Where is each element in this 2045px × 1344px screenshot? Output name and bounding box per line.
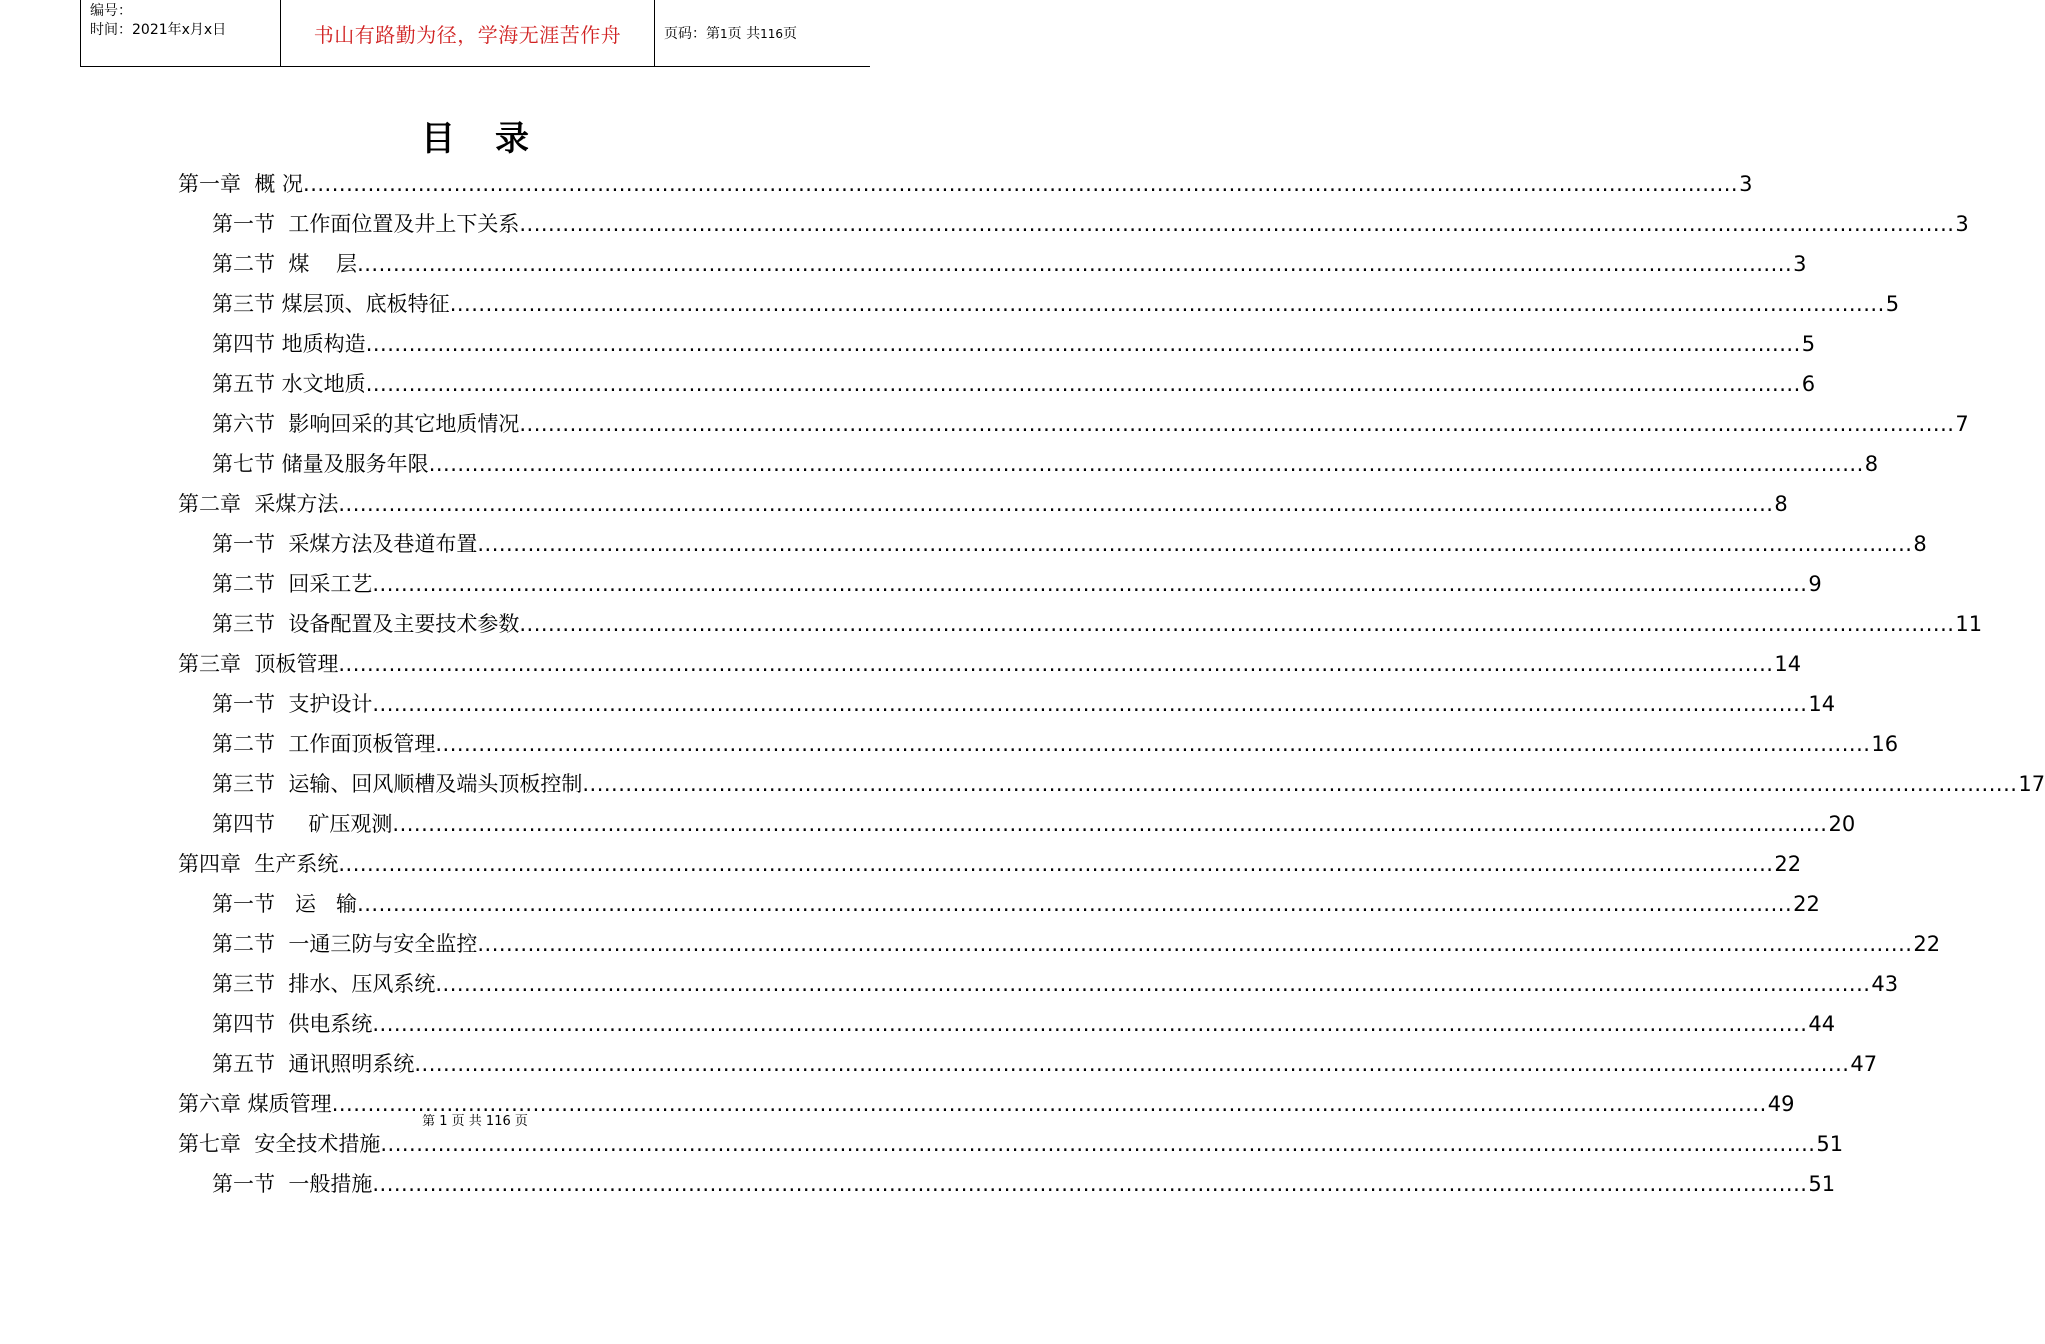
toc-entry-page: 49 bbox=[1767, 1092, 1795, 1116]
toc-entry-page: 3 bbox=[1793, 252, 1807, 276]
toc-entry-label: 第三节 设备配置及主要技术参数 bbox=[212, 612, 520, 636]
toc-entry-label: 第二节 一通三防与安全监控 bbox=[212, 932, 478, 956]
toc-section-entry[interactable] bbox=[212, 604, 1983, 644]
page-current: 1 bbox=[720, 27, 728, 41]
toc-dot-leader: ........................................................................................................................................................................................................ bbox=[338, 652, 1774, 676]
toc-entry-label: 第二章 采煤方法 bbox=[178, 492, 339, 516]
toc-section-entry[interactable] bbox=[212, 924, 1941, 964]
header-slogan-cell bbox=[281, 0, 655, 67]
toc-section-entry[interactable] bbox=[212, 524, 1927, 564]
toc-dot-leader: ........................................................................................................................................................................................................ bbox=[582, 772, 2018, 796]
page-footer: 第 1 页 共 116 页 bbox=[422, 1114, 528, 1129]
toc-dot-leader: ........................................................................................................................................................................................................ bbox=[372, 1172, 1808, 1196]
page-prefix: 页码：第 bbox=[664, 26, 720, 42]
toc-entry-label: 第六节 影响回采的其它地质情况 bbox=[212, 412, 520, 436]
document-time-label: 时间：2021年x月x日 bbox=[90, 22, 227, 38]
toc-entry-label: 第三章 顶板管理 bbox=[178, 652, 339, 676]
toc-dot-leader: ........................................................................................................................................................................................................ bbox=[303, 172, 1739, 196]
toc-entry-page: 22 bbox=[1774, 852, 1802, 876]
toc-dot-leader: ........................................................................................................................................................................................................ bbox=[380, 1132, 1816, 1156]
toc-entry-label: 第四节 地质构造 bbox=[212, 332, 366, 356]
toc-section-entry[interactable] bbox=[212, 244, 1807, 284]
toc-section-entry[interactable] bbox=[212, 444, 1879, 484]
page-total: 116 bbox=[760, 27, 783, 41]
toc-dot-leader: ........................................................................................................................................................................................................ bbox=[477, 532, 1913, 556]
toc-dot-leader: ........................................................................................................................................................................................................ bbox=[519, 612, 1955, 636]
toc-entry-page: 3 bbox=[1955, 212, 1969, 236]
toc-entry-page: 11 bbox=[1955, 612, 1983, 636]
page-suffix: 页 bbox=[783, 26, 797, 42]
toc-entry-page: 6 bbox=[1801, 372, 1816, 396]
toc-section-entry[interactable] bbox=[212, 404, 1969, 444]
toc-entry-label: 第五节 水文地质 bbox=[212, 372, 366, 396]
header-info-cell bbox=[80, 0, 281, 67]
toc-entry-page: 9 bbox=[1808, 572, 1822, 596]
toc-entry-label: 第三节 运输、回风顺槽及端头顶板控制 bbox=[212, 772, 583, 796]
toc-entry-page: 44 bbox=[1808, 1012, 1836, 1036]
toc-entry-label: 第一节 一般措施 bbox=[212, 1172, 373, 1196]
toc-entry-page: 5 bbox=[1801, 332, 1816, 356]
toc-section-entry[interactable] bbox=[212, 1164, 1836, 1204]
toc-section-entry[interactable] bbox=[212, 764, 2045, 804]
toc-entry-page: 14 bbox=[1808, 692, 1836, 716]
toc-dot-leader: ........................................................................................................................................................................................................ bbox=[519, 412, 1955, 436]
toc-section-entry[interactable] bbox=[212, 1004, 1836, 1044]
toc-section-entry[interactable] bbox=[212, 804, 1856, 844]
toc-section-entry[interactable] bbox=[212, 724, 1899, 764]
toc-entry-page: 7 bbox=[1955, 412, 1969, 436]
toc-section-entry[interactable] bbox=[212, 1044, 1878, 1084]
toc-entry-label: 第二节 回采工艺 bbox=[212, 572, 373, 596]
toc-entry-page: 3 bbox=[1739, 172, 1753, 196]
toc-dot-leader: ........................................................................................................................................................................................................ bbox=[414, 1052, 1850, 1076]
page-header bbox=[80, 0, 870, 67]
toc-dot-leader: ........................................................................................................................................................................................................ bbox=[372, 572, 1808, 596]
toc-entry-page: 14 bbox=[1774, 652, 1802, 676]
toc-title: 目录 bbox=[421, 119, 569, 159]
toc-dot-leader: ........................................................................................................................................................................................................ bbox=[519, 212, 1955, 236]
toc-chapter-entry[interactable] bbox=[178, 844, 1802, 884]
toc-dot-leader: ........................................................................................................................................................................................................ bbox=[449, 292, 1885, 316]
toc-section-entry[interactable] bbox=[212, 964, 1899, 1004]
toc-section-entry[interactable] bbox=[212, 364, 1816, 404]
toc-dot-leader: ........................................................................................................................................................................................................ bbox=[331, 1092, 1767, 1116]
toc-entry-page: 17 bbox=[2018, 772, 2045, 796]
page-mid: 页 共 bbox=[727, 26, 761, 42]
toc-chapter-entry[interactable] bbox=[178, 644, 1802, 684]
toc-dot-leader: ........................................................................................................................................................................................................ bbox=[372, 1012, 1808, 1036]
toc-entry-label: 第五节 通讯照明系统 bbox=[212, 1052, 415, 1076]
toc-entry-label: 第一章 概 况 bbox=[178, 172, 304, 196]
toc-entry-page: 22 bbox=[1793, 892, 1820, 916]
toc-entry-label: 第一节 运 输 bbox=[212, 892, 358, 916]
toc-entry-label: 第七节 储量及服务年限 bbox=[212, 452, 429, 476]
toc-entry-label: 第四章 生产系统 bbox=[178, 852, 339, 876]
toc-entry-label: 第二节 煤 层 bbox=[212, 252, 358, 276]
toc-entry-label: 第四节 矿压观测 bbox=[212, 812, 393, 836]
toc-entry-label: 第三节 排水、压风系统 bbox=[212, 972, 436, 996]
toc-entry-page: 43 bbox=[1871, 972, 1899, 996]
toc-section-entry[interactable] bbox=[212, 884, 1820, 924]
toc-dot-leader: ........................................................................................................................................................................................................ bbox=[338, 852, 1774, 876]
toc-entry-label: 第六章 煤质管理 bbox=[178, 1092, 332, 1116]
toc-entry-label: 第一节 工作面位置及井上下关系 bbox=[212, 212, 520, 236]
toc-section-entry[interactable] bbox=[212, 284, 1900, 324]
toc-dot-leader: ........................................................................................................................................................................................................ bbox=[357, 252, 1793, 276]
toc-entry-label: 第二节 工作面顶板管理 bbox=[212, 732, 436, 756]
toc-section-entry[interactable] bbox=[212, 324, 1816, 364]
toc-entry-page: 16 bbox=[1871, 732, 1899, 756]
toc-dot-leader: ........................................................................................................................................................................................................ bbox=[435, 972, 1871, 996]
toc-dot-leader: ........................................................................................................................................................................................................ bbox=[392, 812, 1828, 836]
document-number-label: 编号： bbox=[90, 3, 132, 19]
toc-section-entry[interactable] bbox=[212, 684, 1836, 724]
toc-entry-page: 51 bbox=[1808, 1172, 1836, 1196]
toc-entry-label: 第一节 支护设计 bbox=[212, 692, 373, 716]
toc-entry-page: 8 bbox=[1864, 452, 1879, 476]
toc-chapter-entry[interactable] bbox=[178, 484, 1788, 524]
toc-dot-leader: ........................................................................................................................................................................................................ bbox=[357, 892, 1793, 916]
toc-section-entry[interactable] bbox=[212, 204, 1969, 244]
toc-entry-label: 第一节 采煤方法及巷道布置 bbox=[212, 532, 478, 556]
toc-dot-leader: ........................................................................................................................................................................................................ bbox=[338, 492, 1774, 516]
toc-entry-page: 20 bbox=[1828, 812, 1856, 836]
toc-dot-leader: ........................................................................................................................................................................................................ bbox=[428, 452, 1864, 476]
toc-entry-page: 8 bbox=[1774, 492, 1788, 516]
toc-entry-page: 8 bbox=[1913, 532, 1927, 556]
toc-chapter-entry[interactable] bbox=[178, 1124, 1844, 1164]
toc-entry-label: 第三节 煤层顶、底板特征 bbox=[212, 292, 450, 316]
toc-entry-page: 47 bbox=[1850, 1052, 1878, 1076]
toc-chapter-entry[interactable] bbox=[178, 164, 1753, 204]
header-slogan: 书山有路勤为径，学海无涯苦作舟 bbox=[313, 23, 622, 47]
header-page-cell bbox=[655, 0, 870, 67]
toc-entry-page: 51 bbox=[1816, 1132, 1844, 1156]
toc-section-entry[interactable] bbox=[212, 564, 1822, 604]
toc-entry-page: 22 bbox=[1913, 932, 1941, 956]
toc-dot-leader: ........................................................................................................................................................................................................ bbox=[372, 692, 1808, 716]
toc-dot-leader: ........................................................................................................................................................................................................ bbox=[365, 372, 1801, 396]
toc-dot-leader: ........................................................................................................................................................................................................ bbox=[435, 732, 1871, 756]
header-page-number bbox=[664, 25, 797, 43]
toc-dot-leader: ........................................................................................................................................................................................................ bbox=[477, 932, 1913, 956]
toc-entry-label: 第四节 供电系统 bbox=[212, 1012, 373, 1036]
toc-dot-leader: ........................................................................................................................................................................................................ bbox=[365, 332, 1801, 356]
toc-entry-label: 第七章 安全技术措施 bbox=[178, 1132, 381, 1156]
toc-entry-page: 5 bbox=[1885, 292, 1900, 316]
